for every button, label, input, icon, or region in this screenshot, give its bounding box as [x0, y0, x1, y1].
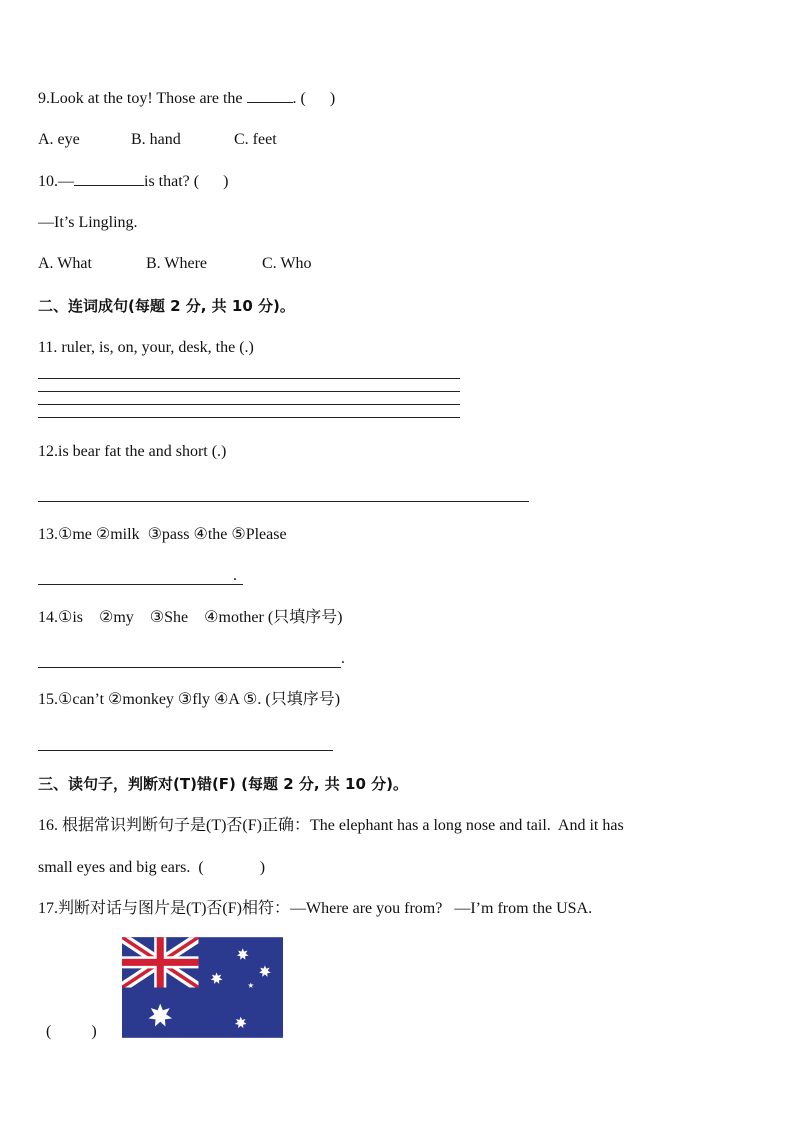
question-13: 13.①me ②milk ③pass ④the ⑤Please — [38, 526, 287, 543]
answer-line[interactable] — [38, 750, 333, 751]
question-17: 17.判断对话与图片是(T)否(F)相符：—Where are you from? —I’m from the USA. — [38, 900, 593, 917]
answer-line[interactable] — [38, 584, 243, 585]
answer-line[interactable] — [38, 501, 529, 502]
q17-answer-parens[interactable]: ( ) — [46, 1023, 97, 1040]
q9-option-c[interactable]: C. feet — [234, 131, 277, 148]
writing-line[interactable] — [38, 391, 460, 392]
writing-line[interactable] — [38, 404, 460, 405]
q9-option-b[interactable]: B. hand — [131, 131, 181, 148]
question-15: 15.①can’t ②monkey ③fly ④A ⑤. (只填序号) — [38, 691, 341, 708]
question-14: 14.①is ②my ③She ④mother (只填序号) — [38, 609, 343, 626]
q10-reply: —It’s Lingling. — [38, 214, 138, 231]
answer-line[interactable] — [38, 667, 341, 668]
q10-option-a[interactable]: A. What — [38, 255, 92, 272]
answer-blank[interactable] — [74, 171, 144, 186]
question-10: 10.— is that? ( ) — [38, 173, 229, 190]
q13-period: . — [233, 567, 237, 584]
q10-option-b[interactable]: B. Where — [146, 255, 208, 272]
section-2-title: 二、连词成句(每题 2 分, 共 10 分)。 — [38, 297, 295, 315]
australia-flag-image — [122, 937, 283, 1038]
question-9: 9.Look at the toy! Those are the . ( ) — [38, 90, 336, 107]
q10-option-c[interactable]: C. Who — [262, 255, 312, 272]
q9-option-a[interactable]: A. eye — [38, 131, 80, 148]
section-3-title: 三、读句子，判断对(T)错(F) (每题 2 分, 共 10 分)。 — [38, 775, 408, 793]
answer-blank[interactable] — [247, 88, 293, 103]
writing-line[interactable] — [38, 417, 460, 418]
question-12: 12.is bear fat the and short (.) — [38, 443, 227, 460]
question-11: 11. ruler, is, on, your, desk, the (.) — [38, 339, 254, 356]
question-16-line-2: small eyes and big ears. ( ) — [38, 859, 266, 876]
writing-line[interactable] — [38, 378, 460, 379]
q14-period: . — [341, 650, 345, 667]
question-16-line-1: 16. 根据常识判断句子是(T)否(F)正确：The elephant has a long nose and tail. And it has — [38, 817, 624, 834]
